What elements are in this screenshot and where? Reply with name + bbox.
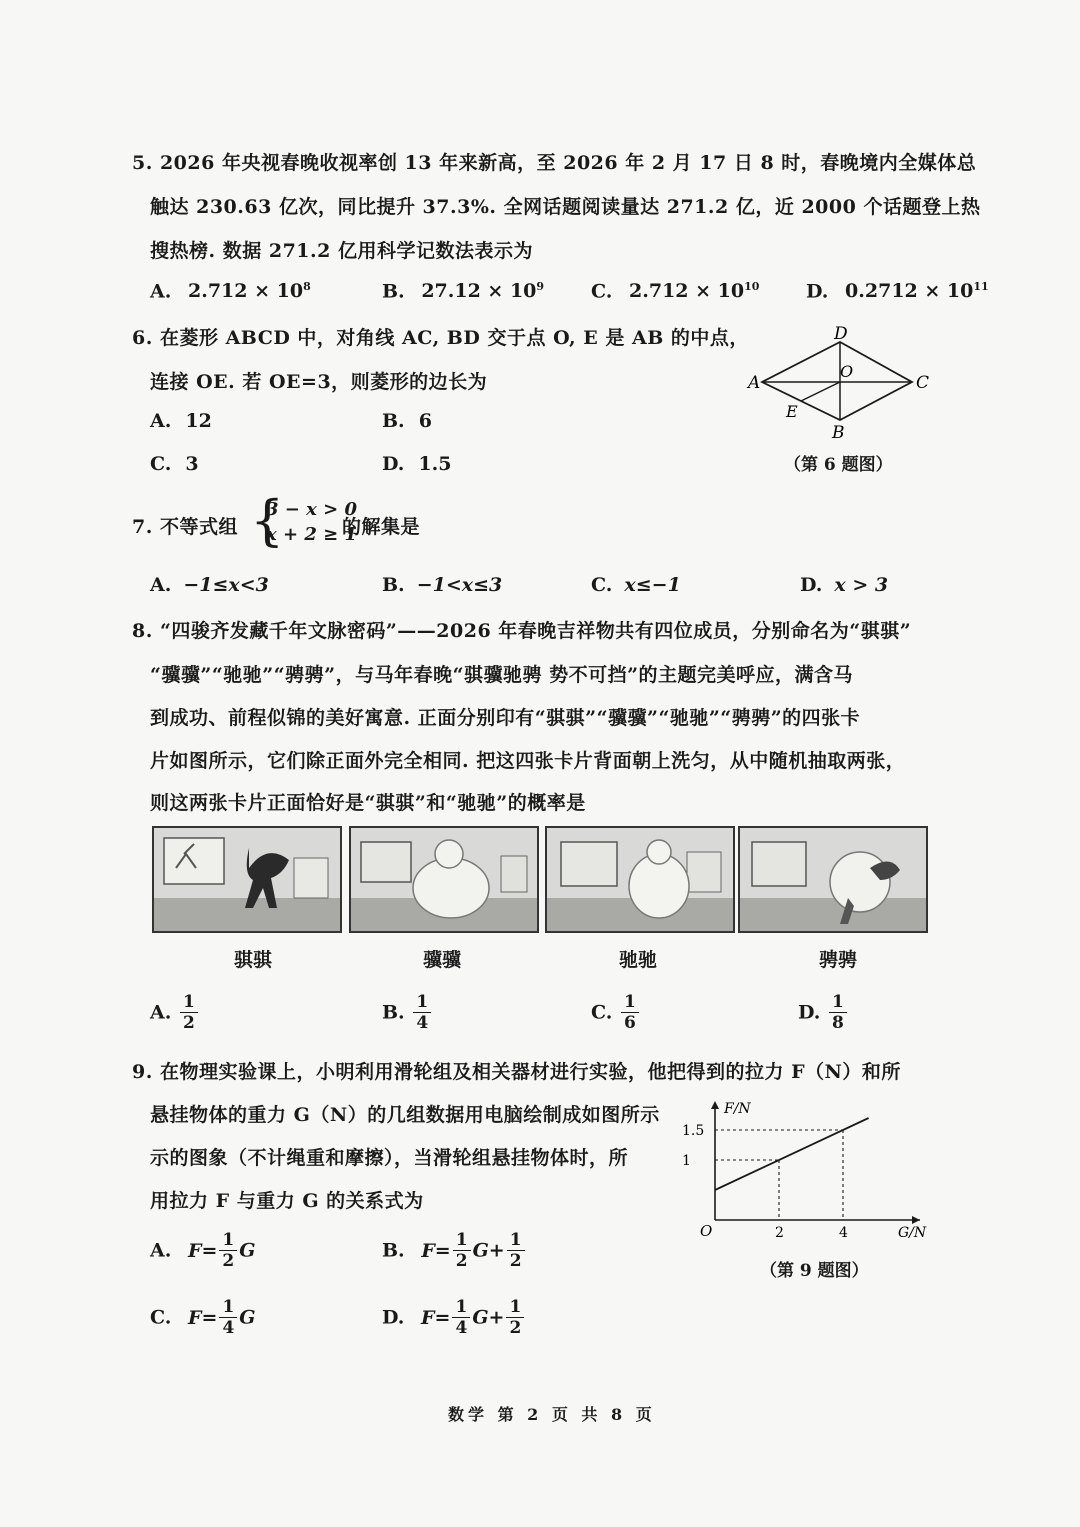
q5-option-b: B. $27.12 \times 10^9$ [382, 280, 545, 303]
q9-option-a: A. F= $\frac{1}{2}$ G [150, 1230, 256, 1271]
q6-option-c: C. 3 [150, 453, 199, 475]
fraction: $\frac{1}{4}$ [219, 1297, 237, 1338]
q9-figure-caption: （第 9 题图） [760, 1261, 869, 1281]
mascot-card-chichi [545, 826, 735, 933]
x-axis-arrow [912, 1216, 920, 1224]
segment-oe [801, 382, 840, 401]
q6-option-d: D. 1.5 [382, 453, 452, 475]
fraction: $\frac{1}{4}$ [452, 1297, 470, 1338]
q6-line-1: 6. 在菱形 ABCD 中，对角线 AC, BD 交于点 O, E 是 AB 的中点， [132, 327, 749, 349]
label-b: B [832, 423, 845, 443]
label-d: D [834, 324, 848, 344]
system-brace: { [250, 489, 285, 552]
q7-option-b: B. −1<x≤3 [382, 574, 503, 596]
q5-line-2: 触达 230.63 亿次，同比提升 37.3%. 全网话题阅读量达 271.2 亿，近 2000 个话题登上热 [150, 196, 981, 218]
mascot-card-jiji [349, 826, 539, 933]
mascot-card-qiqi [152, 826, 342, 933]
q8-option-d: D. $\frac{1}{8}$ [798, 992, 849, 1033]
fraction: $\frac{1}{2}$ [180, 992, 198, 1033]
mascot-horse-image [154, 828, 340, 931]
q9-line-2: 悬挂物体的重力 G（N）的几组数据用电脑绘制成如图所示 [150, 1104, 660, 1126]
q7-suffix: 的解集是 [342, 516, 421, 538]
q9-option-c: C. F= $\frac{1}{4}$ G [150, 1297, 256, 1338]
y-tick-label: 1 [682, 1153, 691, 1169]
q5-option-a: A. $2.712 \times 10^8$ [150, 280, 311, 303]
x-tick-label: 4 [839, 1225, 848, 1241]
q5-line-1: 5. 2026 年央视春晚收视率创 13 年来新高，至 2026 年 2 月 17 日 8 时，春晚境内全媒体总 [132, 152, 977, 174]
q6-line-2: 连接 OE. 若 OE=3，则菱形的边长为 [150, 371, 488, 393]
x-axis-label: G/N [898, 1225, 927, 1241]
fraction: $\frac{1}{2}$ [507, 1230, 525, 1271]
mascot-horse-image [740, 828, 926, 931]
q6-figure-caption: （第 6 题图） [784, 455, 893, 475]
y-axis-arrow [711, 1101, 719, 1109]
q5-option-d: D. $0.2712 \times 10^{11}$ [806, 280, 989, 303]
fraction: $\frac{1}{2}$ [219, 1230, 237, 1271]
x-tick-label: 2 [775, 1225, 784, 1241]
label-a: A [748, 373, 761, 393]
fraction: $\frac{1}{4}$ [413, 992, 431, 1033]
q8-option-b: B. $\frac{1}{4}$ [382, 992, 433, 1033]
inequality-2: x + 2 ≥ 1 [266, 524, 358, 545]
data-line [715, 1118, 869, 1190]
q8-line-2: “骥骥”“驰驰”“骋骋”，与马年春晚“骐骥驰骋 势不可挡”的主题完美呼应，满含马 [150, 664, 854, 686]
q8-line-5: 则这两张卡片正面恰好是“骐骐”和“驰驰”的概率是 [150, 792, 586, 814]
q9-line-4: 用拉力 F 与重力 G 的关系式为 [150, 1190, 424, 1212]
q5-option-c: C. $2.712 \times 10^{10}$ [591, 280, 760, 303]
y-tick-label: 1.5 [682, 1123, 705, 1139]
page-footer: 数学 第 2 页 共 8 页 [448, 1405, 656, 1424]
q9-line-3: 示的图象（不计绳重和摩擦），当滑轮组悬挂物体时，所 [150, 1147, 629, 1169]
fraction: $\frac{1}{2}$ [506, 1297, 524, 1338]
label-e: E [786, 402, 798, 421]
q7-option-d: D. x > 3 [800, 574, 889, 596]
mascot-horse-image [547, 828, 733, 931]
q6-option-a: A. 12 [150, 410, 212, 432]
inequality-1: 3 − x > 0 [266, 499, 358, 520]
mascot-card-chengcheng [738, 826, 928, 933]
q7-option-a: A. −1≤x<3 [150, 574, 269, 596]
q7-prefix: 7. 不等式组 [132, 516, 238, 538]
fraction: $\frac{1}{6}$ [621, 992, 639, 1033]
q9-option-d: D. F= $\frac{1}{4}$ G+ $\frac{1}{2}$ [382, 1297, 526, 1338]
label-c: C [916, 373, 930, 393]
q8-option-c: C. $\frac{1}{6}$ [591, 992, 641, 1033]
rhombus-outline [762, 342, 912, 420]
q8-line-3: 到成功、前程似锦的美好寓意. 正面分别印有“骐骐”“骥骥”“驰驰”“骋骋”的四张卡 [150, 707, 861, 729]
y-axis-label: F/N [724, 1101, 751, 1117]
q9-line-1: 9. 在物理实验课上，小明利用滑轮组及相关器材进行实验，他把得到的拉力 F（N）和所 [132, 1061, 901, 1083]
q9-option-b: B. F= $\frac{1}{2}$ G+ $\frac{1}{2}$ [382, 1230, 527, 1271]
rhombus-figure [740, 320, 940, 445]
q6-option-b: B. 6 [382, 410, 432, 432]
mascot-horse-image [351, 828, 537, 931]
q8-line-4: 片如图所示，它们除正面外完全相同. 把这四张卡片背面朝上洗匀，从中随机抽取两张， [150, 750, 906, 772]
card-name-chengcheng: 骋骋 [818, 949, 857, 971]
force-weight-graph [680, 1095, 940, 1245]
origin-label: O [700, 1222, 713, 1240]
card-name-jiji: 骥骥 [422, 949, 461, 971]
q8-option-a: A. $\frac{1}{2}$ [150, 992, 200, 1033]
q7-option-c: C. x≤−1 [591, 574, 681, 596]
card-name-chichi: 驰驰 [618, 949, 657, 971]
card-name-qiqi: 骐骐 [233, 949, 272, 971]
q8-line-1: 8. “四骏齐发藏千年文脉密码”——2026 年春晚吉祥物共有四位成员，分别命名为“骐骐” [132, 620, 912, 642]
q5-line-3: 搜热榜. 数据 271.2 亿用科学记数法表示为 [150, 240, 533, 262]
fraction: $\frac{1}{8}$ [829, 992, 847, 1033]
label-o: O [840, 362, 854, 381]
fraction: $\frac{1}{2}$ [453, 1230, 471, 1271]
